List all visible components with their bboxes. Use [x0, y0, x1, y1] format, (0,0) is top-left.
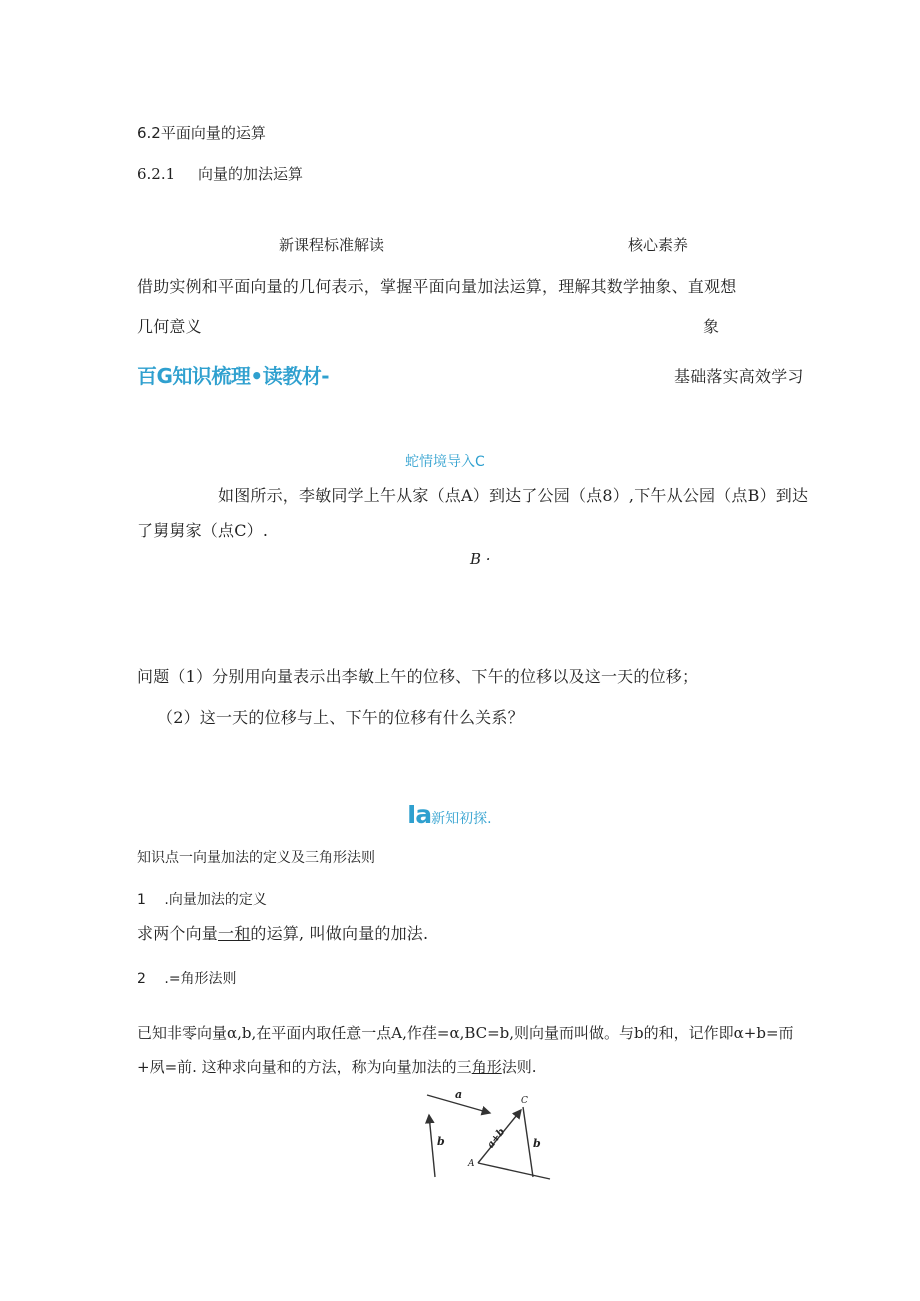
question-1: 问题（1）分别用向量表示出李敏上午的位移、下午的位移以及这一天的位移；	[137, 667, 699, 686]
vector-a-bottom-line	[478, 1163, 550, 1179]
item-2-number: 2	[137, 971, 146, 987]
scenario-label: 蛇情境导入C	[405, 454, 485, 470]
standards-line-1: 借助实例和平面向量的几何表示，掌握平面向量加法运算，理解其数学抽象、直观想	[137, 277, 737, 296]
scenario-paragraph-line-2: 了舅舅家（点C）.	[137, 521, 269, 540]
subsection-title	[137, 163, 303, 184]
item-1-text-post: 的运算, 叫做向量的加法.	[250, 924, 429, 943]
item-1-title: .向量加法的定义	[164, 892, 267, 908]
question-2: （2）这一天的位移与上、下午的位移有什么关系？	[157, 708, 524, 727]
new-knowledge-label	[407, 800, 492, 829]
item-1-text-pre: 求两个向量	[137, 924, 219, 943]
knowledge-point-title: 知识点一向量加法的定义及三角形法则	[137, 850, 375, 866]
label-a: a	[455, 1088, 463, 1101]
rule-line-2-pre: +夙=前. 这种求向量和的方法，称为向量加法的三	[137, 1058, 472, 1076]
label-point-c: C	[521, 1096, 528, 1106]
new-knowledge-big: Ia	[407, 800, 432, 829]
subsection-number: 6.2.1	[137, 165, 176, 183]
new-knowledge-small: 新知初探.	[431, 811, 492, 827]
vector-b-left-arrow	[429, 1115, 435, 1177]
rule-line-2-blank: 角形	[471, 1058, 502, 1076]
standards-header: 新课程标准解读	[279, 236, 385, 254]
item-1-text-blank: 一和	[218, 924, 251, 943]
label-b-right: b	[533, 1137, 541, 1150]
knowledge-banner-title: 百G知识梳理•读教材-	[137, 364, 329, 388]
section-title: 6.2平面向量的运算	[137, 124, 266, 142]
rule-line-2-post: 法则.	[501, 1058, 537, 1076]
label-a-plus-b: a+b	[485, 1126, 508, 1151]
triangle-rule-figure	[415, 1085, 560, 1180]
subsection-name: 向量的加法运算	[197, 165, 303, 183]
standards-line-2: 几何意义	[137, 317, 202, 336]
literacy-header: 核心素养	[628, 236, 689, 254]
rule-line-2	[137, 1056, 536, 1077]
item-2-heading	[137, 968, 237, 988]
item-1-heading	[137, 889, 267, 909]
rule-line-1: 已知非零向量α,b,在平面内取任意一点A,作荏=α,BC=b,则向量而叫做。与b的和，记作即α+b=而	[137, 1024, 794, 1042]
label-point-a: A	[468, 1159, 475, 1169]
item-1-number: 1	[137, 892, 146, 908]
item-1-text	[137, 921, 428, 944]
vector-b-right-line	[523, 1107, 533, 1177]
item-2-title: .=角形法则	[164, 971, 237, 987]
scenario-figure-point-b: B ·	[470, 550, 491, 568]
scenario-paragraph-line-1: 如图所示，李敏同学上午从家（点A）到达了公园（点8）,下午从公园（点B）到达	[218, 486, 809, 505]
knowledge-banner-subtitle: 基础落实高效学习	[674, 367, 804, 386]
label-b-left: b	[437, 1135, 445, 1148]
literacy-line-2: 象	[703, 317, 720, 336]
